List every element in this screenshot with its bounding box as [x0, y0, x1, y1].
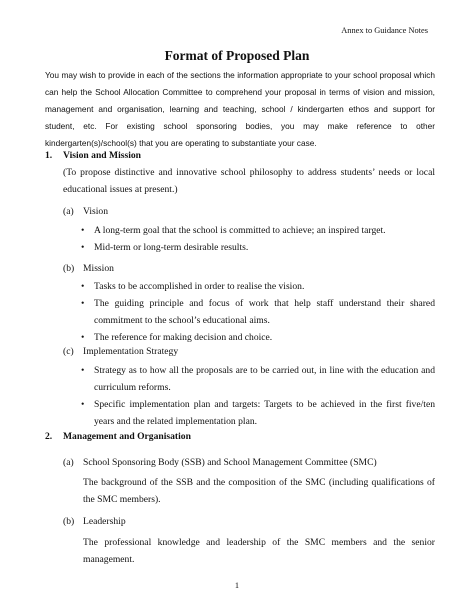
mission-bullet-list: [81, 278, 435, 346]
subsection-1a-heading: [63, 203, 108, 220]
leadership-paragraph: The professional knowledge and leadership of the SMC members and the senior management.: [83, 537, 435, 565]
section-1-heading: [45, 147, 141, 164]
subsection-1b-title: Mission: [83, 263, 114, 274]
bullet-icon: •: [81, 332, 85, 343]
page-number: 1: [234, 581, 240, 590]
vision-bullet-list: [81, 222, 435, 256]
subsection-1c-label: (c): [63, 346, 74, 357]
section-2-heading: [45, 428, 191, 445]
list-item: • Mid-term or long-term desirable results.: [81, 239, 435, 256]
bullet-icon: •: [81, 225, 85, 236]
subsection-2b-heading: [63, 513, 126, 530]
bullet-icon: •: [81, 242, 85, 253]
subsection-1a-title: Vision: [83, 206, 109, 217]
section-1-title: Vision and Mission: [63, 150, 142, 161]
list-item: • Strategy as to how all the proposals are to be carried out, in line with the education and curriculum reforms.: [81, 362, 435, 396]
list-item: • Specific implementation plan and targets: Targets to be achieved in the first five/ten years and the related implementation plan.: [81, 396, 435, 430]
section-1-number: 1.: [45, 150, 53, 161]
subsection-1c-title: Implementation Strategy: [83, 346, 179, 357]
list-item: • The guiding principle and focus of work that help staff understand their shared commitment to the school’s educational aims.: [81, 295, 435, 329]
section-1-description: (To propose distinctive and innovative school philosophy to address students’ needs or local educational issues at present.): [63, 167, 435, 195]
list-item: • Tasks to be accomplished in order to realise the vision.: [81, 278, 435, 295]
subsection-1b-heading: [63, 260, 114, 277]
subsection-2a-label: (a): [63, 457, 74, 468]
bullet-icon: •: [81, 281, 85, 292]
ssb-smc-paragraph: The background of the SSB and the composition of the SMC (including qualifications of the SMC members).: [83, 477, 435, 505]
list-item: • The reference for making decision and choice.: [81, 329, 435, 346]
subsection-1c-heading: [63, 343, 178, 360]
bullet-icon: •: [81, 298, 85, 309]
intro-paragraph: [45, 67, 435, 152]
strategy-bullet-list: [81, 362, 435, 430]
section-2-title: Management and Organisation: [63, 431, 191, 442]
subsection-2a-title: School Sponsoring Body (SSB) and School Management Committee (SMC): [83, 457, 377, 468]
bullet-icon: •: [81, 365, 85, 376]
subsection-2b-label: (b): [63, 516, 75, 527]
subsection-2a-heading: [63, 454, 377, 471]
subsection-1a-label: (a): [63, 206, 74, 217]
intro-text: You may wish to provide in each of the sections the information appropriate to your school proposal which can help the School Allocation Committee to comprehend your proposal in terms of vision and mission, management and organisation, learning and teaching, school / kindergarten ethos and support for student, etc. For existing school sponsoring bodies, you may make reference to other kindergarten(s)/school(s) that you are operating to substantiate your case.: [45, 70, 435, 148]
page-title: Format of Proposed Plan: [164, 48, 310, 63]
bullet-icon: •: [81, 399, 85, 410]
subsection-2b-title: Leadership: [83, 516, 126, 527]
subsection-1b-label: (b): [63, 263, 75, 274]
list-item: • A long-term goal that the school is committed to achieve; an inspired target.: [81, 222, 435, 239]
annex-header: Annex to Guidance Notes: [341, 26, 428, 35]
section-2-number: 2.: [45, 431, 53, 442]
